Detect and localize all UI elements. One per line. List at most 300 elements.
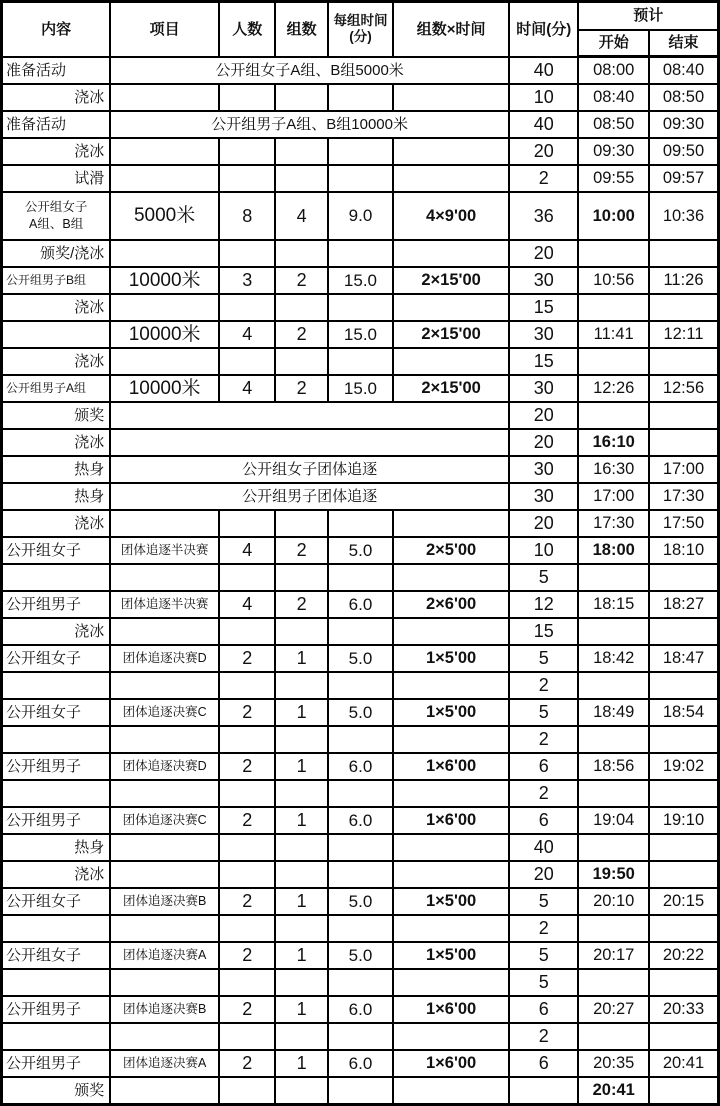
per-group-time-cell (328, 564, 393, 591)
schedule-row (2, 726, 719, 753)
schedule-row (2, 375, 719, 402)
item-cell (110, 138, 219, 165)
start-time-cell: 12:26 (578, 375, 648, 402)
content-cell: 颁奖/浇冰 (2, 240, 111, 267)
item-cell: 10000米 (110, 267, 219, 294)
content-cell: 浇冰 (2, 510, 111, 537)
minutes-cell: 6 (509, 996, 578, 1023)
calc-cell: 1×6'00 (393, 753, 509, 780)
calc-cell (393, 564, 509, 591)
start-time-cell: 08:40 (578, 84, 648, 111)
calc-cell: 1×5'00 (393, 699, 509, 726)
calc-cell: 2×15'00 (393, 375, 509, 402)
item-cell: 团体追逐决赛D (110, 753, 219, 780)
item-cell (110, 672, 219, 699)
header-start: 开始 (578, 30, 648, 57)
schedule-row (2, 888, 719, 915)
per-group-time-cell (328, 510, 393, 537)
schedule-row (2, 780, 719, 807)
groups-cell (275, 84, 327, 111)
groups-cell: 1 (275, 888, 327, 915)
start-time-cell: 18:15 (578, 591, 648, 618)
start-time-cell: 10:56 (578, 267, 648, 294)
groups-cell (275, 348, 327, 375)
minutes-cell: 15 (509, 348, 578, 375)
people-cell: 2 (219, 996, 275, 1023)
schedule-row (2, 618, 719, 645)
groups-cell: 1 (275, 942, 327, 969)
schedule-row (2, 672, 719, 699)
header-forecast: 预计 (578, 2, 718, 31)
per-group-time-cell (328, 861, 393, 888)
start-time-cell (578, 834, 648, 861)
schedule-row (2, 165, 719, 192)
start-time-cell: 20:27 (578, 996, 648, 1023)
people-cell: 4 (219, 537, 275, 564)
schedule-row (2, 1050, 719, 1077)
groups-cell (275, 969, 327, 996)
content-cell (2, 969, 111, 996)
groups-cell: 1 (275, 753, 327, 780)
people-cell: 2 (219, 753, 275, 780)
end-time-cell: 20:15 (649, 888, 719, 915)
minutes-cell: 40 (509, 57, 578, 85)
minutes-cell: 5 (509, 645, 578, 672)
end-time-cell: 11:26 (649, 267, 719, 294)
item-cell (110, 1023, 219, 1050)
start-time-cell (578, 672, 648, 699)
start-time-cell (578, 240, 648, 267)
groups-cell: 2 (275, 537, 327, 564)
end-time-cell: 08:40 (649, 57, 719, 85)
schedule-row (2, 456, 719, 483)
start-time-cell: 19:50 (578, 861, 648, 888)
item-cell: 团体追逐决赛A (110, 942, 219, 969)
content-cell (2, 672, 111, 699)
item-cell (110, 618, 219, 645)
minutes-cell: 6 (509, 807, 578, 834)
minutes-cell: 30 (509, 321, 578, 348)
groups-cell (275, 780, 327, 807)
start-time-cell (578, 618, 648, 645)
content-cell: 浇冰 (2, 429, 111, 456)
minutes-cell: 2 (509, 726, 578, 753)
per-group-time-cell (328, 969, 393, 996)
end-time-cell (649, 429, 719, 456)
start-time-cell: 10:00 (578, 192, 648, 240)
people-cell: 2 (219, 645, 275, 672)
groups-cell (275, 510, 327, 537)
end-time-cell (649, 564, 719, 591)
item-cell (110, 915, 219, 942)
calc-cell (393, 510, 509, 537)
calc-cell (393, 726, 509, 753)
schedule-row (2, 942, 719, 969)
people-cell (219, 672, 275, 699)
schedule-row (2, 591, 719, 618)
people-cell: 4 (219, 591, 275, 618)
groups-cell: 1 (275, 807, 327, 834)
schedule-row (2, 192, 719, 240)
item-cell: 团体追逐决赛B (110, 996, 219, 1023)
start-time-cell (578, 915, 648, 942)
groups-cell (275, 165, 327, 192)
minutes-cell: 20 (509, 861, 578, 888)
schedule-row (2, 111, 719, 138)
groups-cell (275, 240, 327, 267)
item-cell (110, 564, 219, 591)
content-cell: 热身 (2, 483, 111, 510)
minutes-cell: 2 (509, 165, 578, 192)
item-cell: 团体追逐半决赛 (110, 537, 219, 564)
people-cell (219, 240, 275, 267)
header-groups: 组数 (275, 2, 327, 57)
schedule-row (2, 84, 719, 111)
people-cell (219, 1023, 275, 1050)
end-time-cell: 18:10 (649, 537, 719, 564)
minutes-cell: 20 (509, 240, 578, 267)
calc-cell (393, 618, 509, 645)
people-cell (219, 834, 275, 861)
header-minutes: 时间(分) (509, 2, 578, 57)
item-cell: 团体追逐决赛D (110, 645, 219, 672)
calc-cell (393, 165, 509, 192)
end-time-cell: 18:54 (649, 699, 719, 726)
content-cell (2, 780, 111, 807)
item-cell (110, 84, 219, 111)
header-per-group-line2: (分) (349, 29, 372, 45)
start-time-cell: 16:30 (578, 456, 648, 483)
content-cell: 试滑 (2, 165, 111, 192)
minutes-cell: 30 (509, 483, 578, 510)
minutes-cell: 2 (509, 915, 578, 942)
per-group-time-cell (328, 294, 393, 321)
start-time-cell: 20:35 (578, 1050, 648, 1077)
content-cell: 公开组男子 (2, 807, 111, 834)
minutes-cell: 15 (509, 294, 578, 321)
schedule-row (2, 138, 719, 165)
end-time-cell: 09:57 (649, 165, 719, 192)
people-cell: 4 (219, 375, 275, 402)
start-time-cell: 20:10 (578, 888, 648, 915)
start-time-cell (578, 780, 648, 807)
item-cell: 团体追逐决赛B (110, 888, 219, 915)
end-time-cell (649, 834, 719, 861)
per-group-time-cell: 9.0 (328, 192, 393, 240)
span-cell: 公开组男子A组、B组10000米 (110, 111, 509, 138)
per-group-time-cell (328, 348, 393, 375)
end-time-cell: 19:10 (649, 807, 719, 834)
item-cell (110, 294, 219, 321)
end-time-cell: 09:30 (649, 111, 719, 138)
per-group-time-cell: 5.0 (328, 537, 393, 564)
per-group-time-cell: 6.0 (328, 807, 393, 834)
people-cell (219, 510, 275, 537)
schedule-row (2, 240, 719, 267)
minutes-cell: 6 (509, 753, 578, 780)
end-time-cell (649, 780, 719, 807)
calc-cell: 2×6'00 (393, 591, 509, 618)
end-time-cell (649, 969, 719, 996)
calc-cell: 2×15'00 (393, 267, 509, 294)
content-cell: 公开组男子A组 (2, 375, 111, 402)
content-cell: 浇冰 (2, 138, 111, 165)
item-cell: 团体追逐决赛C (110, 699, 219, 726)
groups-cell (275, 618, 327, 645)
minutes-cell: 5 (509, 942, 578, 969)
per-group-time-cell (328, 138, 393, 165)
people-cell (219, 969, 275, 996)
item-cell (110, 165, 219, 192)
minutes-cell: 30 (509, 267, 578, 294)
end-time-cell: 12:56 (649, 375, 719, 402)
groups-cell (275, 564, 327, 591)
content-cell: 准备活动 (2, 111, 111, 138)
calc-cell: 4×9'00 (393, 192, 509, 240)
item-cell (110, 726, 219, 753)
groups-cell: 2 (275, 591, 327, 618)
minutes-cell: 2 (509, 672, 578, 699)
item-cell (110, 780, 219, 807)
header-calc: 组数×时间 (393, 2, 509, 57)
end-time-cell: 20:41 (649, 1050, 719, 1077)
groups-cell (275, 672, 327, 699)
end-time-cell: 17:00 (649, 456, 719, 483)
schedule-row (2, 483, 719, 510)
end-time-cell: 10:36 (649, 192, 719, 240)
minutes-cell: 2 (509, 780, 578, 807)
per-group-time-cell: 6.0 (328, 753, 393, 780)
end-time-cell (649, 726, 719, 753)
people-cell (219, 1077, 275, 1105)
start-time-cell: 18:42 (578, 645, 648, 672)
content-cell: 公开组女子 (2, 699, 111, 726)
groups-cell: 2 (275, 267, 327, 294)
span-cell: 公开组女子团体追逐 (110, 456, 509, 483)
per-group-time-cell: 6.0 (328, 1050, 393, 1077)
end-time-cell (649, 618, 719, 645)
header-item: 项目 (110, 2, 219, 57)
per-group-time-cell (328, 834, 393, 861)
groups-cell (275, 834, 327, 861)
item-cell (110, 834, 219, 861)
people-cell (219, 348, 275, 375)
people-cell (219, 165, 275, 192)
end-time-cell: 19:02 (649, 753, 719, 780)
schedule-row (2, 969, 719, 996)
people-cell: 3 (219, 267, 275, 294)
per-group-time-cell: 5.0 (328, 942, 393, 969)
end-time-cell: 17:30 (649, 483, 719, 510)
content-cell: 热身 (2, 456, 111, 483)
item-cell (110, 348, 219, 375)
schedule-row (2, 996, 719, 1023)
calc-cell (393, 1023, 509, 1050)
start-time-cell (578, 969, 648, 996)
calc-cell: 1×6'00 (393, 1050, 509, 1077)
per-group-time-cell (328, 672, 393, 699)
end-time-cell (649, 861, 719, 888)
content-cell: 浇冰 (2, 348, 111, 375)
people-cell: 2 (219, 807, 275, 834)
end-time-cell (649, 1023, 719, 1050)
end-time-cell: 12:11 (649, 321, 719, 348)
per-group-time-cell (328, 1023, 393, 1050)
header-per-group-time (328, 2, 393, 57)
groups-cell: 2 (275, 375, 327, 402)
start-time-cell: 16:10 (578, 429, 648, 456)
item-cell (110, 969, 219, 996)
people-cell: 2 (219, 888, 275, 915)
minutes-cell: 5 (509, 888, 578, 915)
start-time-cell: 19:04 (578, 807, 648, 834)
end-time-cell: 17:50 (649, 510, 719, 537)
content-cell: 热身 (2, 834, 111, 861)
schedule-row (2, 429, 719, 456)
end-time-cell (649, 348, 719, 375)
header-end: 结束 (649, 30, 719, 57)
content-cell (2, 321, 111, 348)
calc-cell: 1×6'00 (393, 996, 509, 1023)
start-time-cell: 18:49 (578, 699, 648, 726)
people-cell (219, 294, 275, 321)
schedule-row (2, 1023, 719, 1050)
schedule-row (2, 834, 719, 861)
minutes-cell: 20 (509, 510, 578, 537)
start-time-cell (578, 348, 648, 375)
minutes-cell: 5 (509, 564, 578, 591)
calc-cell (393, 294, 509, 321)
start-time-cell: 17:30 (578, 510, 648, 537)
schedule-row (2, 1077, 719, 1105)
calc-cell (393, 780, 509, 807)
calc-cell (393, 915, 509, 942)
groups-cell (275, 294, 327, 321)
calc-cell (393, 84, 509, 111)
groups-cell (275, 861, 327, 888)
groups-cell: 2 (275, 321, 327, 348)
merged-empty-cell (110, 429, 509, 456)
content-cell: 颁奖 (2, 402, 111, 429)
item-cell (110, 240, 219, 267)
people-cell (219, 861, 275, 888)
groups-cell: 4 (275, 192, 327, 240)
people-cell (219, 726, 275, 753)
end-time-cell: 18:47 (649, 645, 719, 672)
content-cell: 公开组女子 (2, 888, 111, 915)
start-time-cell (578, 294, 648, 321)
start-time-cell: 20:41 (578, 1077, 648, 1105)
groups-cell (275, 915, 327, 942)
start-time-cell: 20:17 (578, 942, 648, 969)
end-time-cell: 20:22 (649, 942, 719, 969)
item-cell (110, 510, 219, 537)
header-per-group-line1: 每组时间 (333, 13, 388, 29)
start-time-cell (578, 564, 648, 591)
per-group-time-cell (328, 915, 393, 942)
calc-cell (393, 240, 509, 267)
schedule-row (2, 807, 719, 834)
start-time-cell: 09:30 (578, 138, 648, 165)
span-cell: 公开组女子A组、B组5000米 (110, 57, 509, 85)
minutes-cell: 40 (509, 111, 578, 138)
start-time-cell: 18:00 (578, 537, 648, 564)
schedule-row (2, 699, 719, 726)
calc-cell (393, 834, 509, 861)
item-cell (110, 861, 219, 888)
minutes-cell: 5 (509, 699, 578, 726)
calc-cell: 2×15'00 (393, 321, 509, 348)
people-cell (219, 780, 275, 807)
content-cell: 公开组男子 (2, 996, 111, 1023)
people-cell: 4 (219, 321, 275, 348)
end-time-cell: 09:50 (649, 138, 719, 165)
content-cell: 公开组女子 (2, 645, 111, 672)
item-cell: 团体追逐决赛C (110, 807, 219, 834)
calc-cell: 1×5'00 (393, 942, 509, 969)
calc-cell: 1×6'00 (393, 807, 509, 834)
people-cell (219, 84, 275, 111)
schedule-row (2, 402, 719, 429)
groups-cell (275, 1077, 327, 1105)
minutes-cell: 36 (509, 192, 578, 240)
per-group-time-cell: 5.0 (328, 699, 393, 726)
content-cell: 公开组男子B组 (2, 267, 111, 294)
per-group-time-cell (328, 165, 393, 192)
minutes-cell: 40 (509, 834, 578, 861)
groups-cell: 1 (275, 1050, 327, 1077)
schedule-row (2, 57, 719, 85)
minutes-cell: 10 (509, 84, 578, 111)
calc-cell (393, 969, 509, 996)
people-cell (219, 618, 275, 645)
per-group-time-cell: 15.0 (328, 267, 393, 294)
header-content: 内容 (2, 2, 111, 57)
per-group-time-cell (328, 84, 393, 111)
table-header (2, 2, 719, 57)
calc-cell: 1×5'00 (393, 888, 509, 915)
table-body (2, 57, 719, 1105)
content-cell: 浇冰 (2, 861, 111, 888)
per-group-time-cell: 5.0 (328, 645, 393, 672)
end-time-cell (649, 915, 719, 942)
item-cell: 团体追逐半决赛 (110, 591, 219, 618)
content-cell: 浇冰 (2, 618, 111, 645)
people-cell: 2 (219, 699, 275, 726)
groups-cell: 1 (275, 645, 327, 672)
schedule-row (2, 564, 719, 591)
minutes-cell: 12 (509, 591, 578, 618)
start-time-cell (578, 726, 648, 753)
content-cell (2, 726, 111, 753)
item-cell: 10000米 (110, 321, 219, 348)
end-time-cell: 18:27 (649, 591, 719, 618)
calc-cell (393, 1077, 509, 1105)
end-time-cell: 08:50 (649, 84, 719, 111)
schedule-row (2, 510, 719, 537)
schedule-row (2, 321, 719, 348)
content-cell: 公开组男子 (2, 1050, 111, 1077)
item-cell (110, 1077, 219, 1105)
content-cell: 公开组女子 (2, 537, 111, 564)
per-group-time-cell (328, 1077, 393, 1105)
item-cell: 团体追逐决赛A (110, 1050, 219, 1077)
content-cell: 浇冰 (2, 84, 111, 111)
span-cell: 公开组男子团体追逐 (110, 483, 509, 510)
end-time-cell (649, 240, 719, 267)
minutes-cell: 20 (509, 138, 578, 165)
start-time-cell: 17:00 (578, 483, 648, 510)
